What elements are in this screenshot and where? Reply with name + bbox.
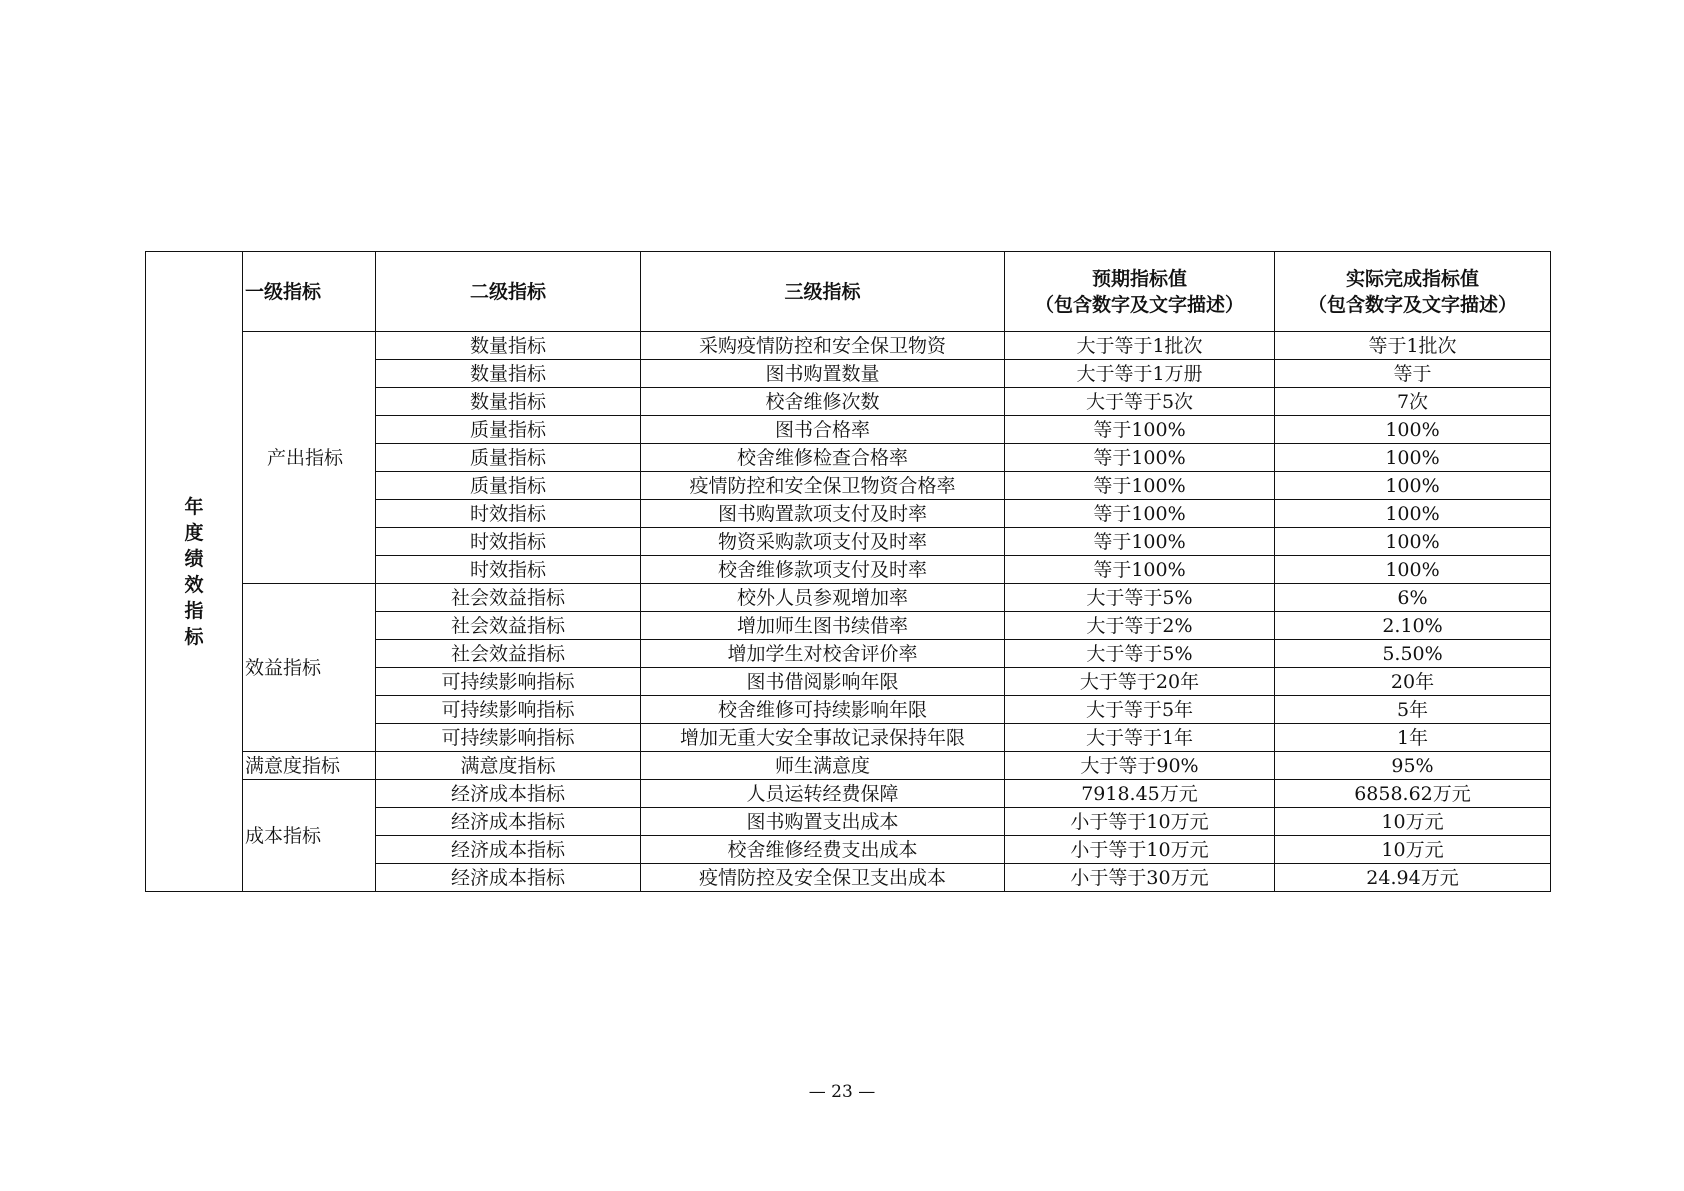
expected-value-cell: 小于等于10万元 <box>1005 836 1275 864</box>
level2-indicator-cell: 经济成本指标 <box>376 836 641 864</box>
table-row <box>146 752 1551 780</box>
expected-value-cell: 等于100% <box>1005 472 1275 500</box>
actual-value-cell: 100% <box>1275 472 1551 500</box>
level3-indicator-cell: 校舍维修检查合格率 <box>641 444 1005 472</box>
expected-value-cell: 大于等于5% <box>1005 584 1275 612</box>
actual-value-cell: 10万元 <box>1275 808 1551 836</box>
level3-indicator-cell: 校外人员参观增加率 <box>641 584 1005 612</box>
level1-indicator-cell: 成本指标 <box>243 780 376 892</box>
header-level3: 三级指标 <box>641 252 1005 332</box>
actual-value-cell: 1年 <box>1275 724 1551 752</box>
actual-value-cell: 20年 <box>1275 668 1551 696</box>
level2-indicator-cell: 可持续影响指标 <box>376 668 641 696</box>
actual-value-cell: 等于1批次 <box>1275 332 1551 360</box>
level2-indicator-cell: 经济成本指标 <box>376 780 641 808</box>
level2-indicator-cell: 时效指标 <box>376 556 641 584</box>
actual-value-cell: 7次 <box>1275 388 1551 416</box>
table-row <box>146 780 1551 808</box>
actual-value-cell: 6858.62万元 <box>1275 780 1551 808</box>
outer-label-char: 度 <box>184 521 204 544</box>
outer-label-char: 指 <box>184 599 204 622</box>
actual-value-cell: 100% <box>1275 500 1551 528</box>
level2-indicator-cell: 时效指标 <box>376 528 641 556</box>
actual-value-cell: 100% <box>1275 556 1551 584</box>
expected-value-cell: 小于等于30万元 <box>1005 864 1275 892</box>
level3-indicator-cell: 疫情防控和安全保卫物资合格率 <box>641 472 1005 500</box>
level1-indicator-cell: 产出指标 <box>243 332 376 584</box>
level3-indicator-cell: 图书购置支出成本 <box>641 808 1005 836</box>
level2-indicator-cell: 社会效益指标 <box>376 640 641 668</box>
level2-indicator-cell: 可持续影响指标 <box>376 724 641 752</box>
header-actual-line1: 实际完成指标值 <box>1345 267 1479 290</box>
actual-value-cell: 100% <box>1275 444 1551 472</box>
level2-indicator-cell: 时效指标 <box>376 500 641 528</box>
table-body <box>146 252 1551 892</box>
table-row <box>146 332 1551 360</box>
expected-value-cell: 大于等于2% <box>1005 612 1275 640</box>
expected-value-cell: 大于等于1万册 <box>1005 360 1275 388</box>
level3-indicator-cell: 校舍维修款项支付及时率 <box>641 556 1005 584</box>
expected-value-cell: 等于100% <box>1005 500 1275 528</box>
expected-value-cell: 大于等于20年 <box>1005 668 1275 696</box>
performance-indicator-table <box>145 251 1551 892</box>
level3-indicator-cell: 增加无重大安全事故记录保持年限 <box>641 724 1005 752</box>
header-expected-value <box>1005 252 1275 332</box>
level3-indicator-cell: 疫情防控及安全保卫支出成本 <box>641 864 1005 892</box>
level2-indicator-cell: 数量指标 <box>376 332 641 360</box>
expected-value-cell: 大于等于1批次 <box>1005 332 1275 360</box>
level3-indicator-cell: 图书购置款项支付及时率 <box>641 500 1005 528</box>
expected-value-cell: 等于100% <box>1005 556 1275 584</box>
actual-value-cell: 2.10% <box>1275 612 1551 640</box>
level2-indicator-cell: 经济成本指标 <box>376 864 641 892</box>
level3-indicator-cell: 采购疫情防控和安全保卫物资 <box>641 332 1005 360</box>
level3-indicator-cell: 校舍维修经费支出成本 <box>641 836 1005 864</box>
header-level1: 一级指标 <box>243 252 376 332</box>
level2-indicator-cell: 数量指标 <box>376 360 641 388</box>
header-expected-line2: （包含数字及文字描述） <box>1034 293 1244 316</box>
header-level2: 二级指标 <box>376 252 641 332</box>
actual-value-cell: 95% <box>1275 752 1551 780</box>
expected-value-cell: 7918.45万元 <box>1005 780 1275 808</box>
outer-label-char: 年 <box>184 495 204 518</box>
expected-value-cell: 等于100% <box>1005 528 1275 556</box>
actual-value-cell: 100% <box>1275 528 1551 556</box>
level3-indicator-cell: 校舍维修可持续影响年限 <box>641 696 1005 724</box>
outer-label-char: 标 <box>184 625 204 648</box>
level2-indicator-cell: 经济成本指标 <box>376 808 641 836</box>
table-row <box>146 584 1551 612</box>
expected-value-cell: 大于等于5% <box>1005 640 1275 668</box>
annual-performance-indicator-label <box>146 252 243 892</box>
level2-indicator-cell: 数量指标 <box>376 388 641 416</box>
outer-label-char: 效 <box>184 573 204 596</box>
level3-indicator-cell: 增加师生图书续借率 <box>641 612 1005 640</box>
level3-indicator-cell: 图书合格率 <box>641 416 1005 444</box>
expected-value-cell: 大于等于1年 <box>1005 724 1275 752</box>
outer-label-char: 绩 <box>184 547 204 570</box>
level3-indicator-cell: 图书借阅影响年限 <box>641 668 1005 696</box>
level3-indicator-cell: 师生满意度 <box>641 752 1005 780</box>
level3-indicator-cell: 增加学生对校舍评价率 <box>641 640 1005 668</box>
actual-value-cell: 24.94万元 <box>1275 864 1551 892</box>
page-number: — 23 — <box>808 1082 876 1102</box>
actual-value-cell: 6% <box>1275 584 1551 612</box>
level2-indicator-cell: 满意度指标 <box>376 752 641 780</box>
level3-indicator-cell: 图书购置数量 <box>641 360 1005 388</box>
expected-value-cell: 大于等于5次 <box>1005 388 1275 416</box>
actual-value-cell: 10万元 <box>1275 836 1551 864</box>
actual-value-cell: 5年 <box>1275 696 1551 724</box>
expected-value-cell: 大于等于90% <box>1005 752 1275 780</box>
expected-value-cell: 等于100% <box>1005 444 1275 472</box>
level3-indicator-cell: 物资采购款项支付及时率 <box>641 528 1005 556</box>
level3-indicator-cell: 人员运转经费保障 <box>641 780 1005 808</box>
expected-value-cell: 小于等于10万元 <box>1005 808 1275 836</box>
level2-indicator-cell: 质量指标 <box>376 444 641 472</box>
level2-indicator-cell: 社会效益指标 <box>376 612 641 640</box>
level2-indicator-cell: 可持续影响指标 <box>376 696 641 724</box>
expected-value-cell: 大于等于5年 <box>1005 696 1275 724</box>
level1-indicator-cell: 满意度指标 <box>243 752 376 780</box>
actual-value-cell: 100% <box>1275 416 1551 444</box>
header-actual-value <box>1275 252 1551 332</box>
header-row <box>146 252 1551 332</box>
expected-value-cell: 等于100% <box>1005 416 1275 444</box>
level3-indicator-cell: 校舍维修次数 <box>641 388 1005 416</box>
actual-value-cell: 5.50% <box>1275 640 1551 668</box>
header-actual-line2: （包含数字及文字描述） <box>1307 293 1517 316</box>
actual-value-cell: 等于 <box>1275 360 1551 388</box>
level2-indicator-cell: 质量指标 <box>376 416 641 444</box>
level2-indicator-cell: 社会效益指标 <box>376 584 641 612</box>
level1-indicator-cell: 效益指标 <box>243 584 376 752</box>
level2-indicator-cell: 质量指标 <box>376 472 641 500</box>
header-expected-line1: 预期指标值 <box>1091 267 1187 290</box>
